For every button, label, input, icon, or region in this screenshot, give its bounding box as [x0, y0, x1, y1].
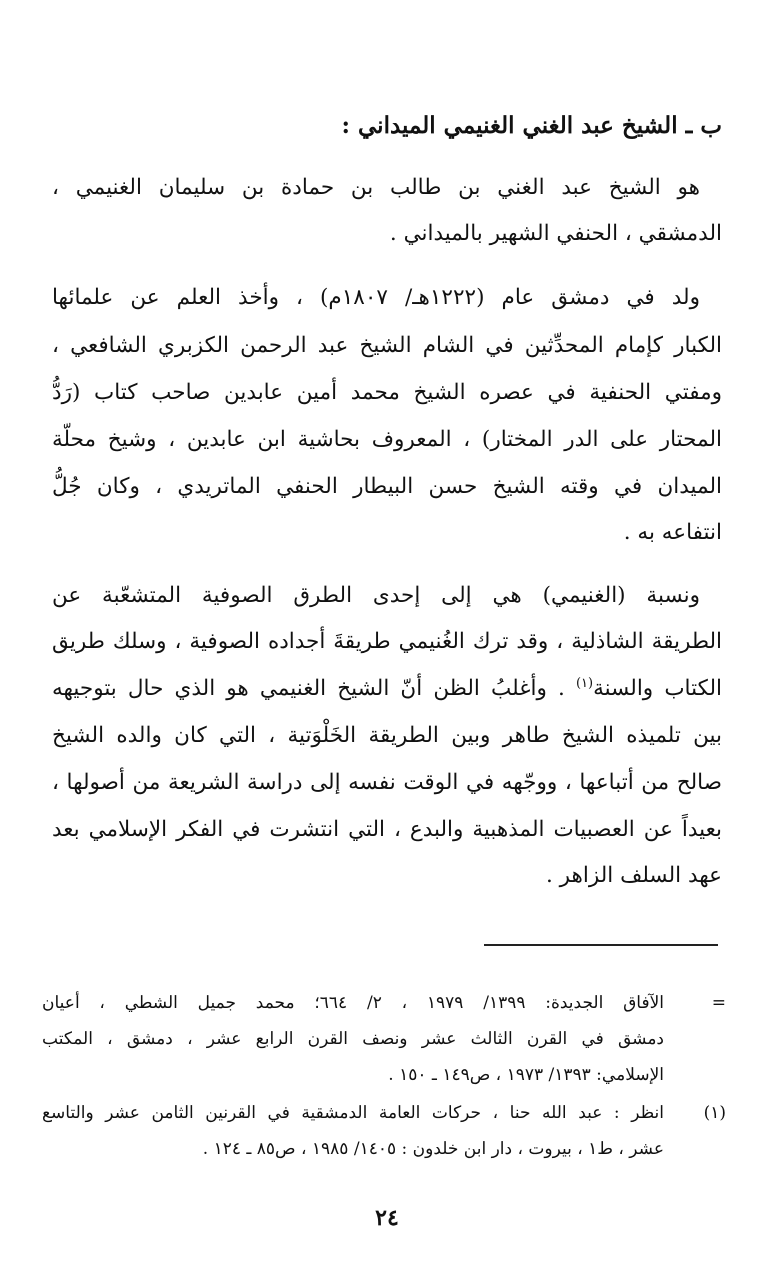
paragraph-2-line-5: الميدان في وقته الشيخ حسن البيطار الحنفي الماتريدي ، وكان جُلُّ [52, 474, 722, 499]
paragraph-1-line-1: هو الشيخ عبد الغني بن طالب بن حمادة بن سليمان الغنيمي ، [52, 175, 700, 200]
paragraph-3-line-7: عهد السلف الزاهر . [546, 863, 722, 888]
paragraph-3-line-1: ونسبة (الغنيمي) هي إلى إحدى الطرق الصوفية المتشعّبة عن [52, 583, 700, 608]
paragraph-3-line-3-rest: . وأغلبُ الظن أنّ الشيخ الغنيمي هو الذي حال بتوجيهه [52, 676, 565, 701]
paragraph-3-line-3-start: الكتاب والسنة [593, 676, 722, 701]
paragraph-1-line-2: الدمشقي ، الحنفي الشهير بالميداني . [389, 221, 722, 246]
paragraph-2-line-4: المحتار على الدر المختار) ، المعروف بحاشية ابن عابدين ، وشيخ محلّة [52, 427, 722, 452]
footnote-1-line-2: عشر ، ط١ ، بيروت ، دار ابن خلدون : ١٤٠٥/ ١٩٨٥ ، ص٨٥ ـ ١٢٤ . [202, 1139, 664, 1159]
paragraph-2-line-2: الكبار كإمام المحدِّثين في الشام الشيخ عبد الرحمن الكزبري الشافعي ، [52, 333, 722, 358]
page-number: ٢٤ [375, 1205, 399, 1231]
paragraph-3-line-6: بعيداً عن العصبيات المذهبية والبدع ، التي انتشرت في الفكر الإسلامي بعد [52, 817, 722, 842]
section-heading: ب ـ الشيخ عبد الغني الغنيمي الميداني : [341, 112, 722, 139]
paragraph-2-line-6: انتفاعه به . [623, 520, 722, 545]
footnote-continuation-line-3: الإسلامي: ١٣٩٣/ ١٩٧٣ ، ص١٤٩ ـ ١٥٠ . [388, 1065, 664, 1085]
footnote-divider [484, 944, 718, 946]
paragraph-3-line-3 [52, 669, 722, 709]
footnote-1-line-1: انظر : عبد الله حنا ، حركات العامة الدمشقية في القرنين الثامن عشر والتاسع [42, 1103, 664, 1123]
paragraph-3-line-4: بين تلميذه الشيخ طاهر وبين الطريقة الخَلْوَتية ، التي كان والده الشيخ [52, 723, 722, 748]
paragraph-3-line-5: صالح من أتباعها ، ووجّهه في الوقت نفسه إلى دراسة الشريعة من أصولها ، [52, 770, 722, 795]
footnote-continuation-line-1: الآفاق الجديدة: ١٣٩٩/ ١٩٧٩ ، ٢/ ٦٦٤؛ محمد جميل الشطي ، أعيان [42, 993, 665, 1013]
paragraph-2-line-3: ومفتي الحنفية في عصره الشيخ محمد أمين عابدين صاحب كتاب (رَدُّ [52, 380, 722, 405]
footnote-1-marker: (١) [703, 1103, 726, 1123]
footnote-reference-1[interactable]: (١) [575, 675, 594, 691]
footnote-continuation-marker: = [711, 993, 726, 1013]
paragraph-3-line-2: الطريقة الشاذلية ، وقد ترك الغُنيمي طريقةَ أجداده الصوفية ، وسلك طريق [52, 629, 722, 654]
footnote-continuation-line-2: دمشق في القرن الثالث عشر ونصف القرن الرابع عشر ، دمشق ، المكتب [42, 1029, 664, 1049]
paragraph-2-line-1: ولد في دمشق عام (١٢٢٢هـ/ ١٨٠٧م) ، وأخذ العلم عن علمائها [52, 285, 700, 310]
